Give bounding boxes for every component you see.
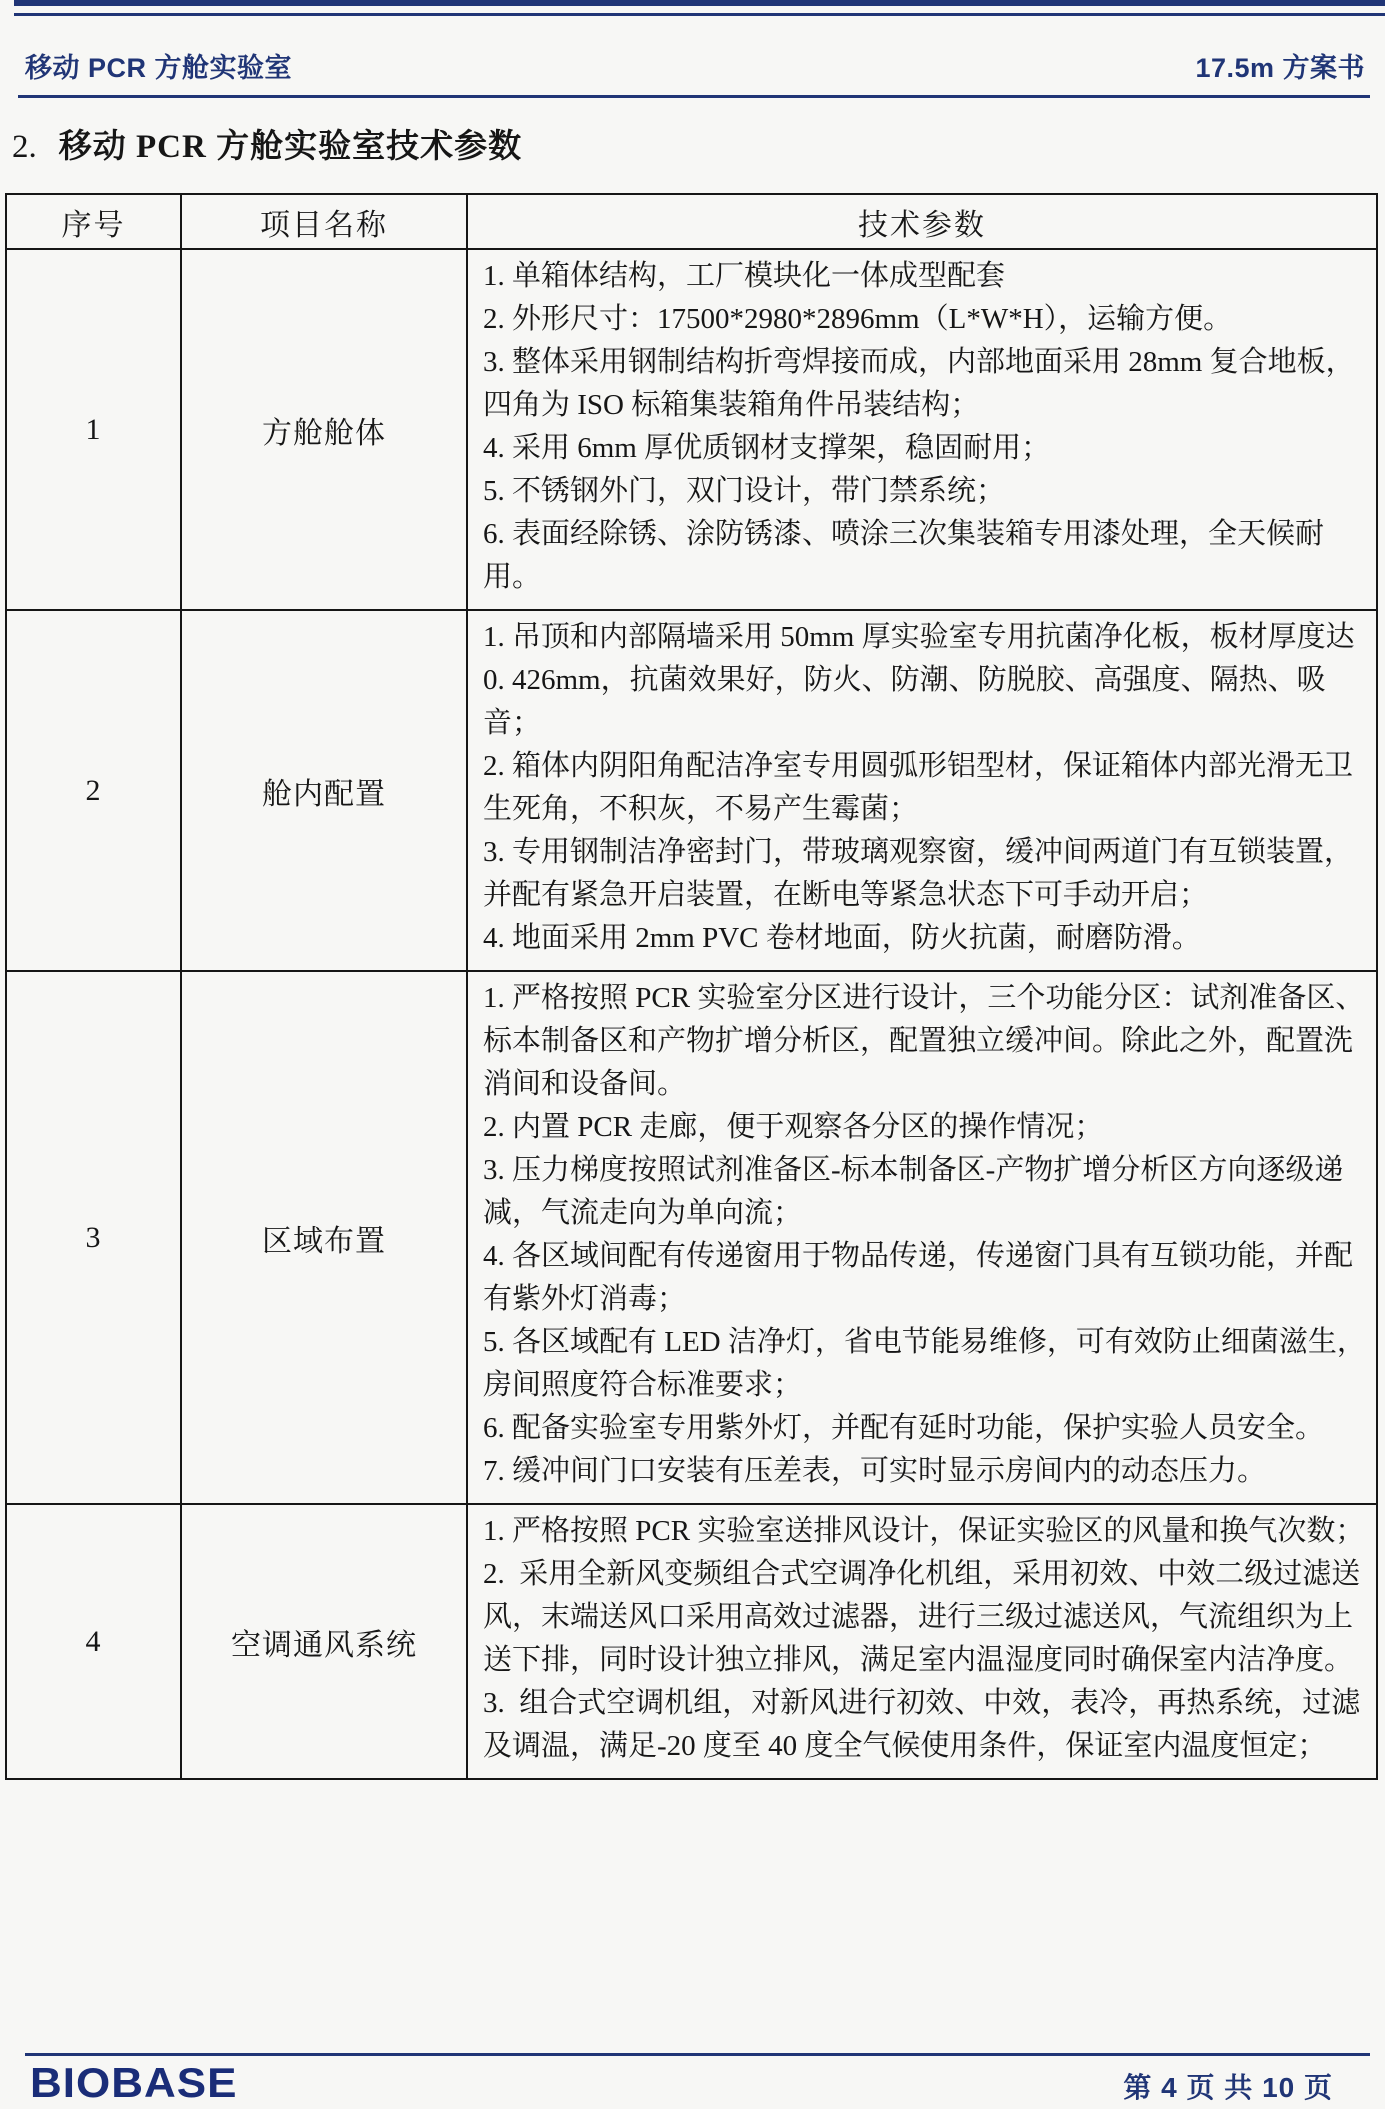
page-number: 第 4 页 共 10 页 — [1123, 2072, 1333, 2103]
header-right-text: 17.5m 方案书 — [1195, 53, 1365, 83]
row-number-cell: 4 — [6, 1504, 181, 1779]
spec-item: 4. 地面采用 2mm PVC 卷材地面，防火抗菌，耐磨防滑。 — [483, 922, 1201, 954]
table-row — [6, 610, 1377, 971]
spec-item: 3. 压力梯度按照试剂准备区-标本制备区-产物扩增分析区方向逐级递减，气流走向为单向流； — [483, 1154, 1344, 1229]
table-header-row — [6, 194, 1377, 249]
table-row — [6, 249, 1377, 610]
biobase-logo: BIOBASE — [30, 2060, 238, 2107]
column-header-item-name: 项目名称 — [181, 194, 467, 249]
spec-item: 2. 箱体内阴阳角配洁净室专用圆弧形铝型材，保证箱体内部光滑无卫生死角，不积灰，不易产生霉菌； — [483, 750, 1354, 825]
spec-table — [5, 193, 1378, 1780]
item-name-cell: 空调通风系统 — [181, 1504, 467, 1779]
tech-params-cell — [467, 249, 1377, 610]
spec-item: 6. 配备实验室专用紫外灯，并配有延时功能，保护实验人员安全。 — [483, 1412, 1325, 1444]
spec-item: 5. 不锈钢外门，双门设计，带门禁系统； — [483, 475, 1006, 507]
spec-item: 3. 组合式空调机组，对新风进行初效、中效，表冷，再热系统，过滤及调温，满足-20 度至 40 度全气候使用条件，保证室内温度恒定； — [483, 1687, 1361, 1762]
section-title — [12, 120, 522, 167]
column-header-index: 序号 — [6, 194, 181, 249]
spec-item: 2. 外形尺寸：17500*2980*2896mm（L*W*H），运输方便。 — [483, 303, 1233, 335]
table-row — [6, 1504, 1377, 1779]
column-header-tech-params: 技术参数 — [467, 194, 1377, 249]
top-border-thick — [14, 0, 1385, 6]
spec-item: 6. 表面经除锈、涂防锈漆、喷涂三次集装箱专用漆处理，全天候耐用。 — [483, 518, 1325, 593]
header-rule — [18, 95, 1370, 98]
section-title-text: 移动 PCR 方舱实验室技术参数 — [58, 129, 523, 165]
spec-item: 1. 吊顶和内部隔墙采用 50mm 厚实验室专用抗菌净化板，板材厚度达 0. 426mm，抗菌效果好，防火、防潮、防脱胶、高强度、隔热、吸音； — [483, 621, 1362, 739]
spec-item: 3. 整体采用钢制结构折弯焊接而成，内部地面采用 28mm 复合地板，四角为 ISO 标箱集装箱角件吊装结构； — [483, 346, 1355, 421]
spec-item: 1. 单箱体结构，工厂模块化一体成型配套 — [483, 260, 1006, 292]
section-title-number: 2. — [12, 129, 37, 165]
tech-params-cell — [467, 971, 1377, 1504]
header-left-text: 移动 PCR 方舱实验室 — [25, 53, 293, 83]
top-border-thin — [14, 13, 1385, 16]
spec-item: 4. 各区域间配有传递窗用于物品传递，传递窗门具有互锁功能，并配有紫外灯消毒； — [483, 1240, 1354, 1315]
table-row — [6, 971, 1377, 1504]
spec-item: 3. 专用钢制洁净密封门，带玻璃观察窗，缓冲间两道门有互锁装置，并配有紧急开启装置，在断电等紧急状态下可手动开启； — [483, 836, 1354, 911]
spec-item: 7. 缓冲间门口安装有压差表，可实时显示房间内的动态压力。 — [483, 1455, 1267, 1487]
row-number-cell: 3 — [6, 971, 181, 1504]
spec-item: 2. 采用全新风变频组合式空调净化机组，采用初效、中效二级过滤送风，末端送风口采用高效过滤器，进行三级过滤送风，气流组织为上送下排，同时设计独立排风，满足室内温湿度同时确保室内洁净度。 — [483, 1558, 1361, 1676]
spec-item: 4. 采用 6mm 厚优质钢材支撑架，稳固耐用； — [483, 432, 1051, 464]
footer-rule — [25, 2053, 1370, 2056]
tech-params-cell — [467, 610, 1377, 971]
page-header — [25, 46, 1365, 85]
spec-item: 5. 各区域配有 LED 洁净灯，省电节能易维修，可有效防止细菌滋生，房间照度符合标准要求； — [483, 1326, 1366, 1401]
item-name-cell: 区域布置 — [181, 971, 467, 1504]
item-name-cell: 方舱舱体 — [181, 249, 467, 610]
row-number-cell: 1 — [6, 249, 181, 610]
tech-params-cell — [467, 1504, 1377, 1779]
row-number-cell: 2 — [6, 610, 181, 971]
item-name-cell: 舱内配置 — [181, 610, 467, 971]
spec-item: 1. 严格按照 PCR 实验室分区进行设计，三个功能分区：试剂准备区、标本制备区和产物扩增分析区，配置独立缓冲间。除此之外，配置洗消间和设备间。 — [483, 982, 1365, 1100]
spec-item: 2. 内置 PCR 走廊，便于观察各分区的操作情况； — [483, 1111, 1104, 1143]
spec-item: 1. 严格按照 PCR 实验室送排风设计，保证实验区的风量和换气次数； — [483, 1515, 1365, 1547]
